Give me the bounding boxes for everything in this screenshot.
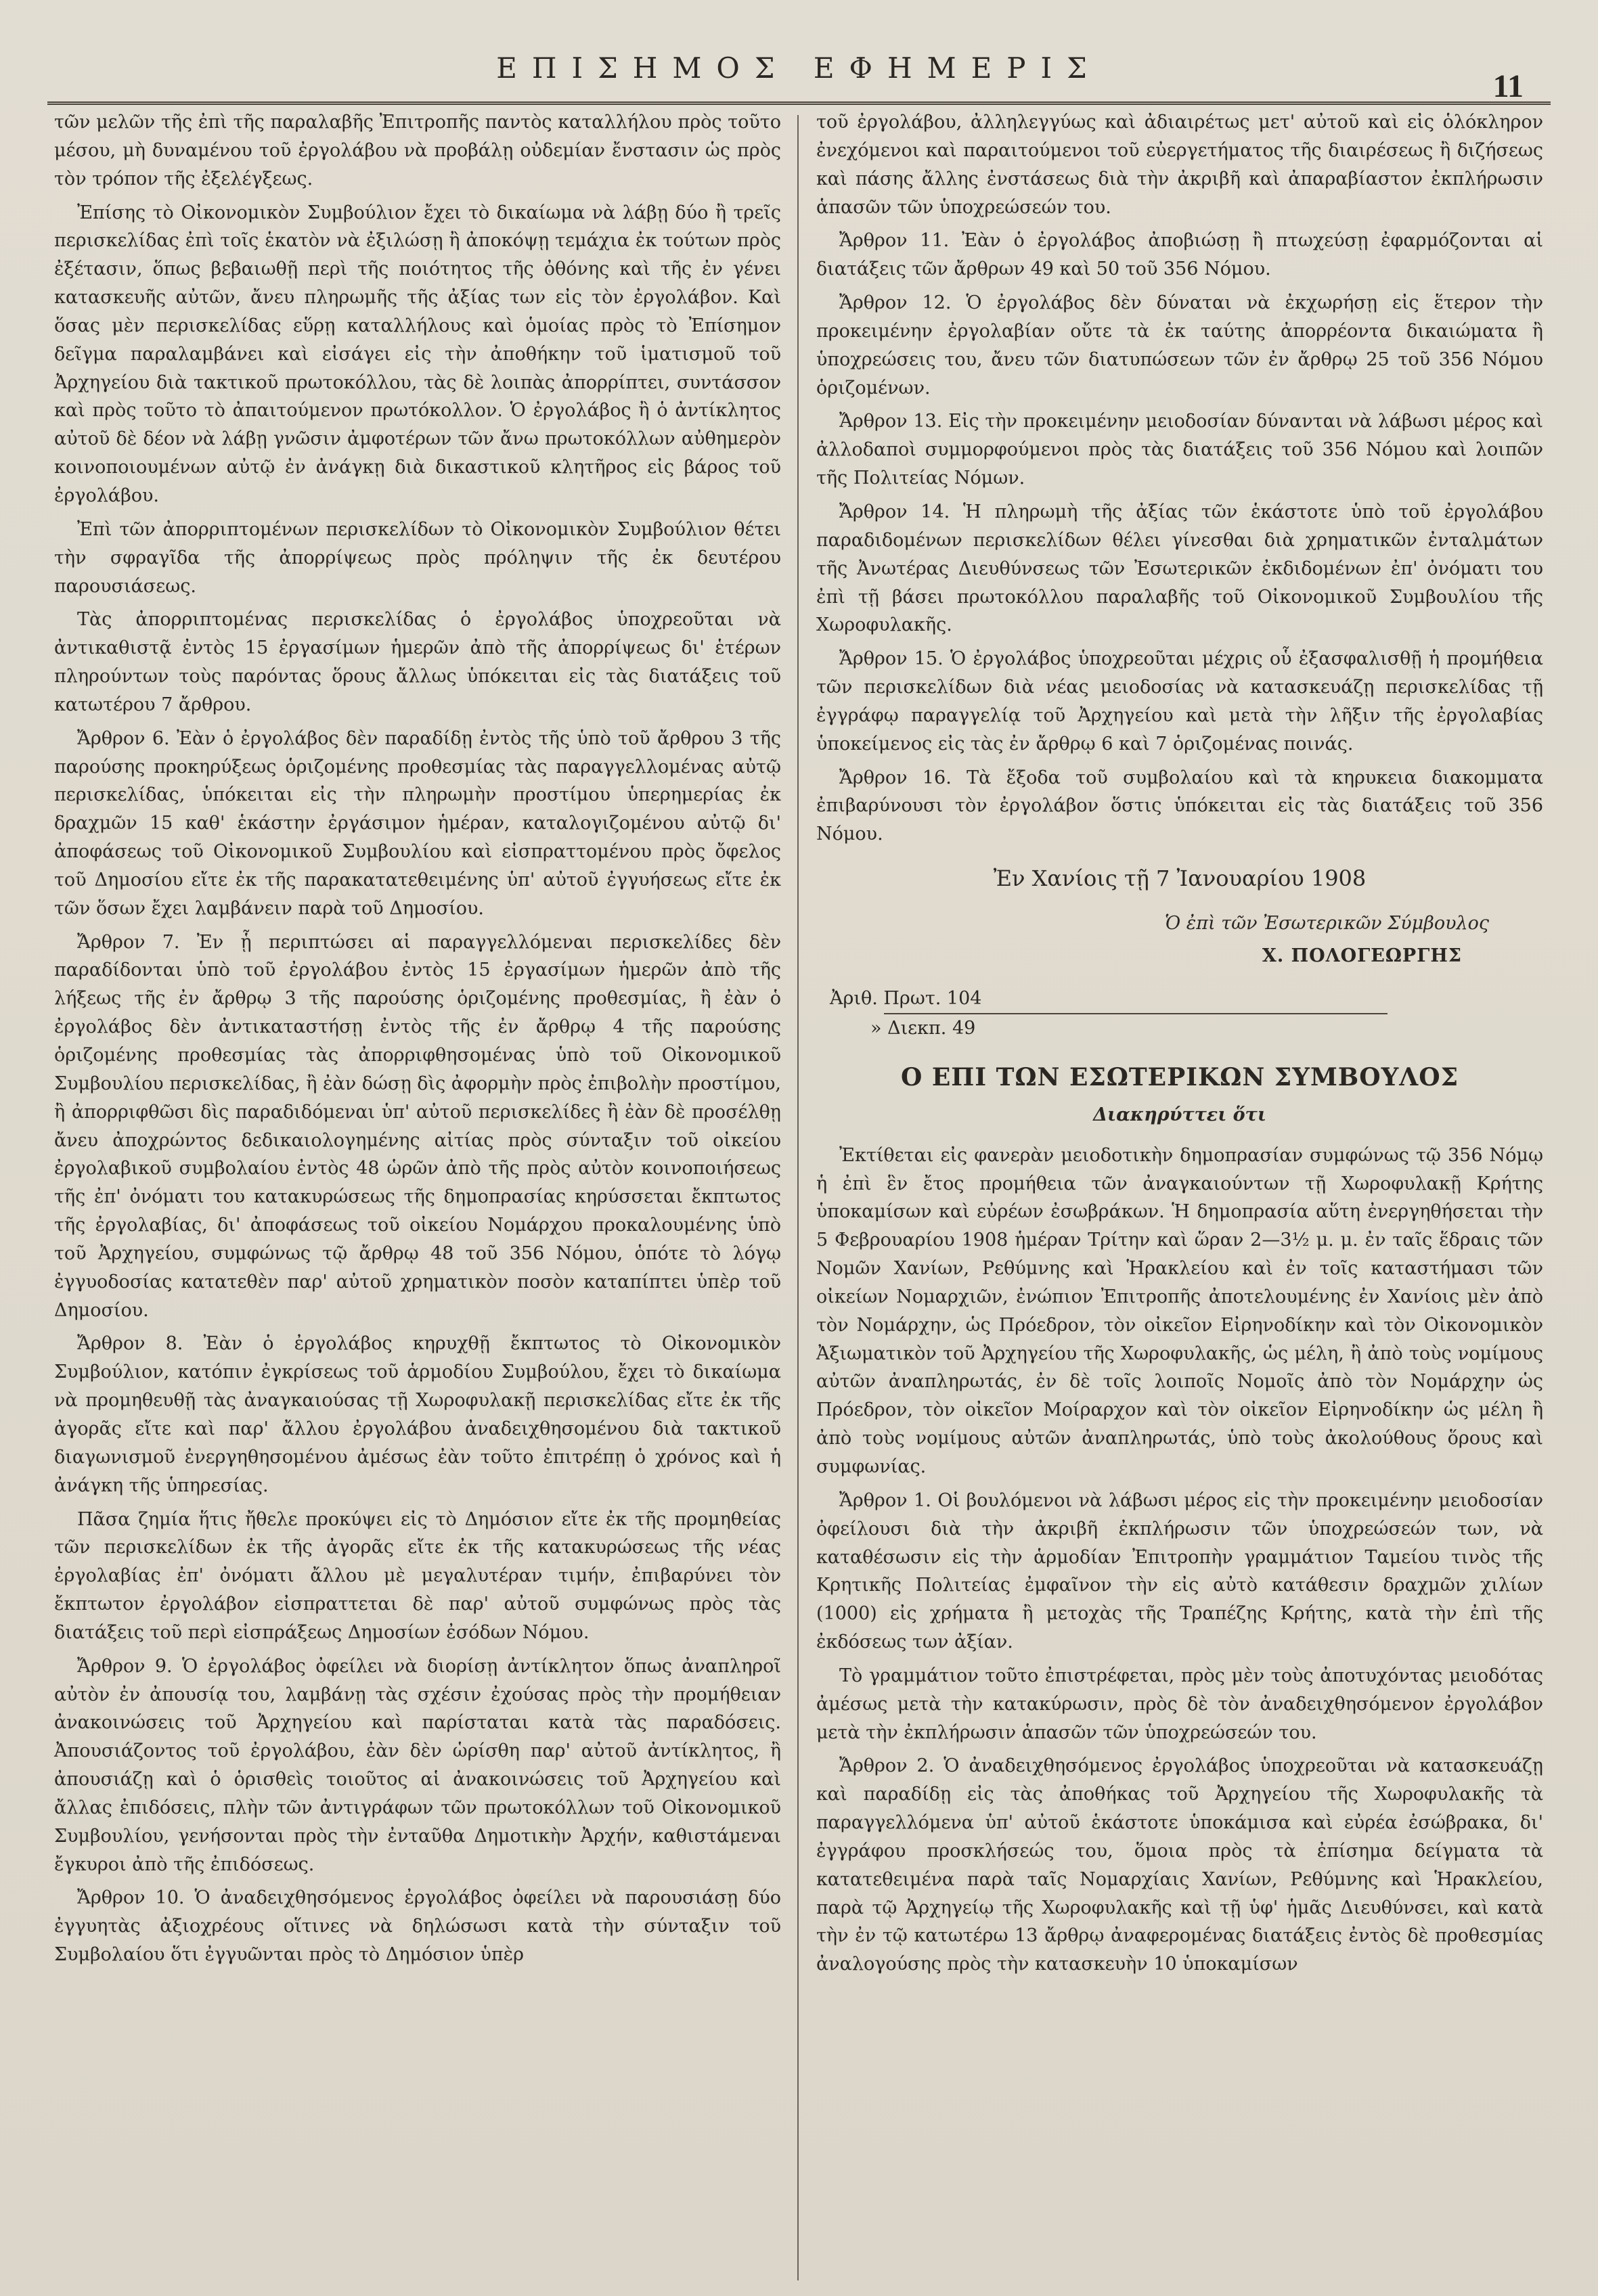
paragraph: Ἐπὶ τῶν ἀπορριπτομένων περισκελίδων τὸ Οἰκονομικὸν Συμβούλιον θέτει τὴν σφραγῖδα τῆς ἀπορρίψεως πρὸς πρόληψιν τῆς ἐκ δευτέρου παρουσιάσεως. [54,518,781,597]
right-column [816,108,1543,2274]
signature-role: Ὁ ἐπὶ τῶν Ἐσωτερικῶν Σύμβουλος [1164,912,1489,934]
article-11: Ἄρθρον 11. Ἐὰν ὁ ἐργολάβος ἀποβιώσῃ ἢ πτωχεύσῃ ἐφαρμόζονται αἱ διατάξεις τῶν ἄρθρων 49 καὶ 50 τοῦ 356 Νόμου. [816,230,1543,280]
page-number: 11 [1492,68,1524,104]
article-15: Ἄρθρον 15. Ὁ ἐργολάβος ὑποχρεοῦται μέχρις οὗ ἐξασφαλισθῇ ἡ προμήθεια τῶν περισκελίδων διὰ νέας μειοδοσίας νὰ κατασκευάζῃ περισκελίδας τῇ ἐγγράφῳ παραγγελίᾳ τοῦ Ἀρχηγείου καὶ μετὰ τὴν λῆξιν τῆς ἐργολαβίας ὑποκείμενος εἰς τὰς ἐν ἄρθρῳ 6 καὶ 7 ὁριζομένας ποινάς. [816,648,1543,755]
article-9: Ἄρθρον 9. Ὁ ἐργολάβος ὀφείλει νὰ διορίσῃ ἀντίκλητον ὅπως ἀναπληροῖ αὐτὸν ἐν ἀπουσίᾳ του, λαμβάνῃ τὰς σχέσιν ἐχούσας πρὸς τὴν προμήθειαν ἀνακοινώσεις τοῦ Ἀρχηγείου καὶ παρίσταται κατὰ τὰς παραδόσεις. Ἀπουσιάζοντος τοῦ ἐργολάβου, ἐὰν δὲν ὡρίσθη παρ' αὐτοῦ ἀντίκλητος, ἢ ἀπουσιάζῃ καὶ ὁ ὁρισθεὶς τοιοῦτος αἱ ἀνακοινώσεις τοῦ Ἀρχηγείου καὶ ἄλλας ἐπιδόσεις, πλὴν τῶν ἀντιγράφων τῶν πρωτοκόλλων τοῦ Οἰκονομικοῦ Συμβουλίου, γενήσονται πρὸς τὴν ἐνταῦθα Δημοτικὴν Ἀρχήν, καθιστάμεναι ἔγκυροι ἀπὸ τῆς ἐπιδόσεως. [54,1655,781,1875]
protocol-number: Ἀριθ. Πρωτ. 104 [830,988,982,1010]
notice-article-2: Ἄρθρον 2. Ὁ ἀναδειχθησόμενος ἐργολάβος ὑποχρεοῦται νὰ κατασκευάζῃ καὶ παραδίδῃ εἰς τὰς ἀποθήκας τοῦ Ἀρχηγείου τῆς Χωροφυλακῆς τὰ παραγγελλόμενα ὑπ' αὐτοῦ ἑκάστοτε ὑποκάμισα καὶ εὐρέα ἐσώβρακα, δι' ἐγγράφου προσκλήσεώς του, ὅμοια πρὸς τὰ ἐπίσημα δείγματα τὰ κατατεθειμένα παρὰ ταῖς Νομαρχίαις Χανίων, Ρεθύμνης καὶ Ἡρακλείου, παρὰ τῷ Ἀρχηγείῳ τῆς Χωροφυλακῆς καὶ τῇ ὑφ' ἡμᾶς Διευθύνσει, καὶ κατὰ τὴν ἐν τῷ κατωτέρω 13 ἄρθρῳ ἀναφερομένας διατάξεις ἐντὸς δὲ προθεσμίας ἀναλογούσης πρὸς τὴν κατασκευὴν 10 ὑποκαμίσων [816,1755,1543,1975]
signature-name: Χ. ΠΟΛΟΓΕΩΡΓΗΣ [1262,945,1462,966]
article-13: Ἄρθρον 13. Εἰς τὴν προκειμένην μειοδοσίαν δύνανται νὰ λάβωσι μέρος καὶ ἀλλοδαποὶ συμμορφούμενοι πρὸς τὰς διατάξεις τοῦ 356 Νόμου καὶ λοιπῶν τῆς Πολιτείας Νόμων. [816,411,1543,489]
paragraph: τοῦ ἐργολάβου, ἀλληλεγγύως καὶ ἀδιαιρέτως μετ' αὐτοῦ καὶ εἰς ὁλόκληρον ἐνεχόμενοι καὶ παραιτούμενοι τοῦ εὐεργετήματος τῆς διαιρέσεως ἢ διζήσεως καὶ πάσης ἄλλης ἐνστάσεως διὰ τὴν ἀκριβῆ καὶ ἀπαραβίαστον ἐκπλήρωσιν ἁπασῶν τῶν ὑποχρεώσεών του. [816,112,1543,218]
newspaper-title: ΕΠΙΣΗΜΟΣ ΕΦΗΜΕΡΙΣ [496,51,1102,85]
article-8: Ἄρθρον 8. Ἐὰν ὁ ἐργολάβος κηρυχθῇ ἔκπτωτος τὸ Οἰκονομικὸν Συμβούλιον, κατόπιν ἐγκρίσεως τοῦ ἁρμοδίου Συμβούλου, ἔχει τὸ δικαίωμα νὰ προμηθευθῇ τὰς ἀναγκαιούσας τῇ Χωροφυλακῇ περισκελίδας εἴτε ἐκ τῆς ἀγορᾶς εἴτε καὶ παρ' ἄλλου ἐργολάβου ἀναδειχθησομένου διὰ τακτικοῦ διαγωνισμοῦ ἐνεργηθησομένου ἀμέσως ἐὰν τοῦτο ἐπιτρέπῃ ὁ χρόνος καὶ ἡ ἀνάγκη τῆς ὑπηρεσίας. [54,1333,781,1496]
notice-subheading: Διακηρύττει ὅτι [1093,1104,1266,1125]
paragraph: Τὰς ἀπορριπτομένας περισκελίδας ὁ ἐργολάβος ὑποχρεοῦται νὰ ἀντικαθιστᾷ ἐντὸς 15 ἐργασίμων ἡμερῶν ἀπὸ τῆς ἀπορρίψεως δι' ἑτέρων πληρούντων τοὺς παρόντας ὅρους ἄλλως ὑπόκειται εἰς τὰς διατάξεις τοῦ κατωτέρου 7 ἄρθρου. [54,609,781,715]
paragraph: Πᾶσα ζημία ἥτις ἤθελε προκύψει εἰς τὸ Δημόσιον εἴτε ἐκ τῆς προμηθείας τῶν περισκελίδων ἐκ τῆς ἀγορᾶς εἴτε ἐκ τῆς κατακυρώσεως τῆς νέας ἐργολαβίας ἐπ' ὀνόματι ἄλλου μὲ μεγαλυτέραν τιμήν, ἐπιβαρύνει τὸν ἔκπτωτον ἐργολάβον εἰσπραττεται δὲ παρ' αὐτοῦ συμφώνως πρὸς τὰς διατάξεις τοῦ περὶ εἰσπράξεως Δημοσίων ἐσόδων Νόμου. [54,1508,781,1643]
notice-article-1: Ἄρθρον 1. Οἱ βουλόμενοι νὰ λάβωσι μέρος εἰς τὴν προκειμένην μειοδοσίαν ὀφείλουσι διὰ τὴν ἀκριβῆ ἐκπλήρωσιν τῶν ὑποχρεώσεών των, νὰ καταθέσωσιν εἰς τὴν ἁρμοδίαν Ἐπιτροπὴν γραμμάτιον Ταμείου τινὸς τῆς Κρητικῆς Πολιτείας ἐμφαῖνον τὴν εἰς αὐτὸ κατάθεσιν δραχμῶν χιλίων (1000) εἰς χρήματα ἢ μετοχὰς τῆς Τραπέζης Κρήτης, κατὰ τὴν ἐπὶ τῆς ἐκδόσεως των ἀξίαν. [816,1489,1543,1653]
article-16: Ἄρθρον 16. Τὰ ἔξοδα τοῦ συμβολαίου καὶ τὰ κηρυκεια διακομματα ἐπιβαρύνουσι τὸν ἐργολάβον ὅστις ὑπόκειται εἰς τὰς διατάξεις τοῦ 356 Νόμου. [816,767,1543,845]
article-6: Ἄρθρον 6. Ἐὰν ὁ ἐργολάβος δὲν παραδίδῃ ἐντὸς τῆς ὑπὸ τοῦ ἄρθρου 3 τῆς παρούσης προκηρύξεως ὁριζομένης προθεσμίας τὰς παραγγελλομένας αὐτῷ περισκελίδας, ὑπόκειται εἰς τὴν πληρωμὴν προστίμου ὑπερημερίας ἐκ δραχμῶν 15 καθ' ἑκάστην ἐργάσιμον ἡμέραν, καταλογιζομένου αὐτῷ δι' ἀποφάσεως τοῦ Οἰκονομικοῦ Συμβουλίου καὶ εἰσπραττομένου πρὸς ὄφελος τοῦ Δημοσίου εἴτε ἐκ τῆς παρακατατεθειμένης ὑπ' αὐτοῦ ἐγγυήσεως εἴτε ἐκ τῶν ὅσων ἔχει λαμβάνειν παρὰ τοῦ Δημοσίου. [54,727,781,919]
page-header [47,47,1551,105]
notice-paragraph: Τὸ γραμμάτιον τοῦτο ἐπιστρέφεται, πρὸς μὲν τοὺς ἀποτυχόντας μειοδότας ἀμέσως μετὰ τὴν κατακύρωσιν, πρὸς δὲ τὸν ἀναδειχθησόμενον ἐργολάβον μετὰ τὴν ἐκπλήρωσιν ἁπασῶν τῶν ὑποχρεώσεών του. [816,1665,1543,1743]
dispatch-number: » Διεκπ. 49 [870,1018,976,1039]
text-columns [54,108,1544,2274]
paragraph: τῶν μελῶν τῆς ἐπὶ τῆς παραλαβῆς Ἐπιτροπῆς παντὸς καταλλήλου πρὸς τοῦτο μέσου, μὴ δυναμένου τοῦ ἐργολάβου νὰ προβάλῃ οὐδεμίαν ἔνστασιν ὡς πρὸς τὸν τρόπον τῆς ἐξελέγξεως. [54,112,781,189]
left-column [54,108,781,2274]
notice-heading: Ο ΕΠΙ ΤΩΝ ΕΣΩΤΕΡΙΚΩΝ ΣΥΜΒΟΥΛΟΣ [900,1063,1459,1092]
article-10: Ἄρθρον 10. Ὁ ἀναδειχθησόμενος ἐργολάβος ὀφείλει νὰ παρουσιάσῃ δύο ἐγγυητὰς ἀξιοχρέους οἵτινες νὰ δηλώσωσι κατὰ τὴν σύνταξιν τοῦ Συμβολαίου ὅτι ἐγγυῶνται πρὸς τὸ Δημόσιον ὑπὲρ [54,1887,781,1966]
dateline: Ἐν Χανίοις τῇ 7 Ἰανουαρίου 1908 [993,865,1367,892]
article-12: Ἄρθρον 12. Ὁ ἐργολάβος δὲν δύναται νὰ ἐκχωρήσῃ εἰς ἕτερον τὴν προκειμένην ἐργολαβίαν οὔτε τὰ ἐκ ταύτης ἀπορρέοντα δικαιώματα ἢ ὑποχρεώσεις του, ἄνευ τῶν διατυπώσεων τῶν ἐν ἄρθρῳ 25 τοῦ 356 Νόμου ὁριζομένων. [816,292,1543,399]
paragraph: Ἐπίσης τὸ Οἰκονομικὸν Συμβούλιον ἔχει τὸ δικαίωμα νὰ λάβῃ δύο ἢ τρεῖς περισκελίδας ἐπὶ τοῖς ἑκατὸν νὰ ἐξιλώσῃ ἢ ἀποκόψῃ τεμάχια ἐκ τούτων πρὸς ἐξέτασιν, ὅπως βεβαιωθῇ περὶ τῆς ποιότητος τῆς ὀθόνης καὶ τῆς ἐν γένει κατασκευῆς αὐτῶν, ἄνευ πληρωμῆς τῆς ἀξίας των εἰς τὸν ἐργολάβον. Καὶ ὅσας μὲν περισκελίδας εὕρῃ καταλλήλους καὶ ὁμοίας πρὸς τὸ Ἐπίσημον δεῖγμα παραλαμβάνει καὶ εἰσάγει εἰς τὴν ἀποθήκην τοῦ ἱματισμοῦ τοῦ Ἀρχηγείου διὰ τακτικοῦ πρωτοκόλλου, τὰς δὲ λοιπὰς ἀπορρίπτει, συντάσσον καὶ πρὸς τοῦτο τὸ ἀπαιτούμενον πρωτόκολλον. Ὁ ἐργολάβος ἢ ὁ ἀντίκλητος αὐτοῦ δὲ δέον νὰ λάβῃ γνῶσιν ἀμφοτέρων τῶν ἄνω πρωτοκόλλων αὐθημερὸν κοινοποιουμένων αὐτῷ ἐν ἀνάγκῃ διὰ δικαστικοῦ κλητῆρος εἰς βάρος τοῦ ἐργολάβου. [54,202,781,506]
article-7: Ἄρθρον 7. Ἐν ᾗ περιπτώσει αἱ παραγγελλόμεναι περισκελίδες δὲν παραδίδονται ὑπὸ τοῦ ἐργολάβου ἐντὸς 15 ἐργασίμων ἡμερῶν ἀπὸ τῆς λήξεως τῆς ἐν ἄρθρῳ 3 τῆς παρούσης ὁριζομένης προθεσμίας, ἢ ἐὰν ὁ ἐργολάβος δὲν ἀντικαταστήσῃ ἐντὸς τῆς ἐν ἄρθρῳ 4 τῆς παρούσης ὁριζομένης προθεσμίας τὰς ἀπορριφθησομένας ὑπὸ τοῦ Οἰκονομικοῦ Συμβουλίου περισκελίδας, ἢ ἐὰν δώσῃ δὶς ἀφορμὴν πρὸς ἐπιβολὴν προστίμου, ἢ ἀπορριφθῶσι δὶς παραδιδόμεναι ὑπ' αὐτοῦ περισκελίδες ἢ ἐὰν δὲ προσέλθῃ ἄνευ ἀποχρώντος δεδικαιολογημένης αἰτίας πρὸς σύνταξιν τοῦ οἰκείου ἐργολαβικοῦ συμβολαίου ἐντὸς 48 ὡρῶν ἀπὸ τῆς πρὸς αὐτὸν κοινοποιήσεως τῆς ἐπ' ὀνόματι του κατακυρώσεως τῆς δημοπρασίας κηρύσσεται ἔκπτωτος τῆς ἐργολαβίας, δι' ἀποφάσεως τοῦ οἰκείου Νομάρχου προκαλουμένης ὑπὸ τοῦ Ἀρχηγείου, συμφώνως τῷ ἄρθρῳ 48 τοῦ 356 Νόμου, ὁπότε τὸ λόγῳ ἐγγυοδοσίας κατατεθὲν παρ' αὐτοῦ χρηματικὸν ποσὸν καταπίπτει ὑπὲρ τοῦ Δημοσίου. [54,931,781,1321]
notice-paragraph: Ἐκτίθεται εἰς φανερὰν μειοδοτικὴν δημοπρασίαν συμφώνως τῷ 356 Νόμῳ ἡ ἐπὶ ἓν ἔτος προμήθεια τῶν ἀναγκαιούντων τῇ Χωροφυλακῇ Κρήτης ὑποκαμίσων καὶ εὐρέων ἐσωβράκων. Ἡ δημοπρασία αὕτη ἐνεργηθήσεται τὴν 5 Φεβρουαρίου 1908 ἡμέραν Τρίτην καὶ ὥραν 2—3½ μ. μ. ἐν ταῖς ἕδραις τῶν Νομῶν Χανίων, Ρεθύμνης καὶ Ἡρακλείου καὶ ἐν τοῖς καταστήμασι τῶν οἰκείων Νομαρχιῶν, ἐνώπιον Ἐπιτροπῆς ἀποτελουμένης ἐν Χανίοις μὲν ἀπὸ τὸν Νομάρχην, ὡς Πρόεδρον, τὸν οἰκεῖον Εἰρηνοδίκην καὶ τὸν Οἰκονομικὸν Ἀξιωματικὸν τοῦ Ἀρχηγείου τῆς Χωροφυλακῆς, ὡς μέλη, ἢ ἀπὸ τοὺς νομίμους αὐτῶν ἀναπληρωτάς, ἐν δὲ τοῖς λοιποῖς Νομοῖς ἀπὸ τὸν Νομάρχην ὡς Πρόεδρον, τὸν οἰκεῖον Μοίραρχον καὶ τὸν οἰκεῖον Εἰρηνοδίκην ὡς μέλη ἢ ἀπὸ τοὺς νομίμους αὐτῶν ἀναπληρωτάς, ὑπὸ τοὺς ἀκολούθους ὅρους καὶ συμφωνίας. [816,1144,1543,1477]
article-14: Ἄρθρον 14. Ἡ πληρωμὴ τῆς ἀξίας τῶν ἑκάστοτε ὑπὸ τοῦ ἐργολάβου παραδιδομένων περισκελίδων θέλει γίνεσθαι διὰ χρηματικῶν ἐνταλμάτων τῆς Ἀνωτέρας Διευθύνσεως τῶν Ἐσωτερικῶν ἐκδιδομένων ἐπ' ὀνόματι του ἐπὶ τῇ βάσει πρωτοκόλλου παραλαβῆς τοῦ Οἰκονομικοῦ Συμβουλίου τῆς Χωροφυλακῆς. [816,501,1543,636]
